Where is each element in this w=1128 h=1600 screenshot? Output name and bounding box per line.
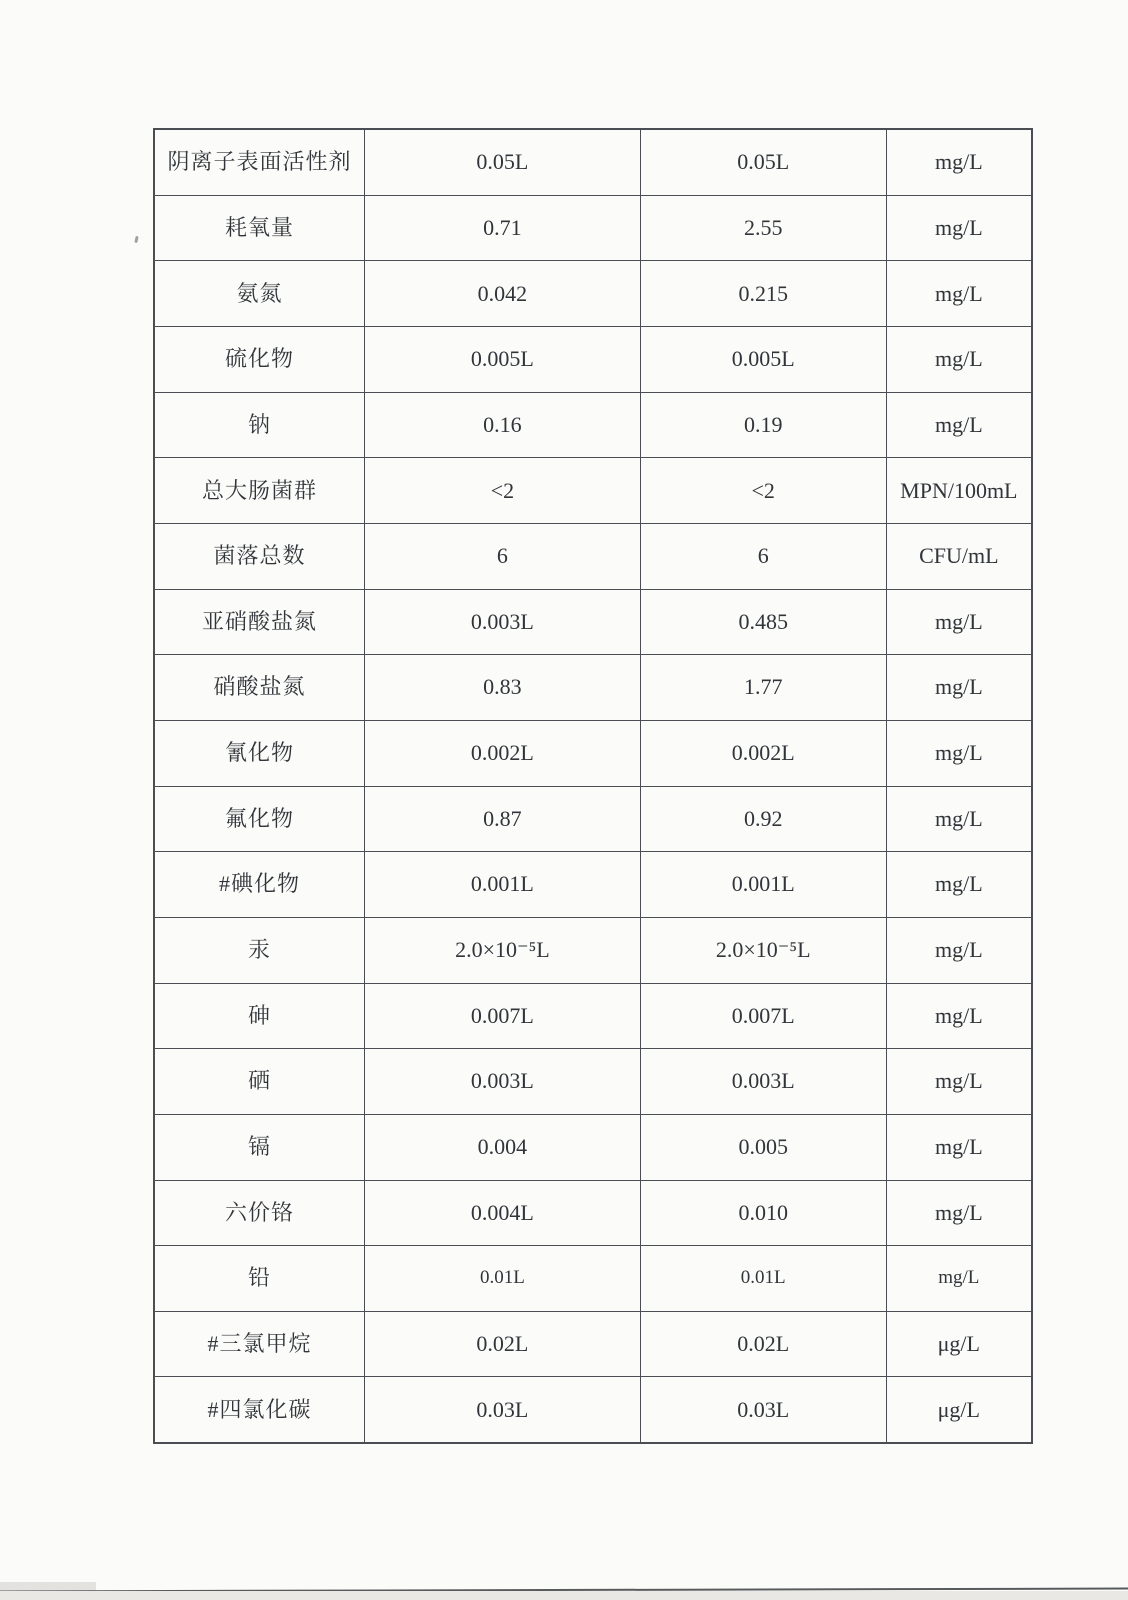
table-row (155, 917, 1031, 983)
scan-speck (134, 236, 138, 243)
unit-label: mg/L (886, 1115, 1031, 1180)
unit-label: μg/L (886, 1312, 1031, 1377)
unit-label: mg/L (886, 984, 1031, 1049)
table-row (155, 851, 1031, 917)
parameter-name: #碘化物 (219, 871, 301, 897)
sample1-value: <2 (364, 458, 640, 523)
table-row (155, 1180, 1031, 1246)
parameter-name: 砷 (248, 1002, 272, 1028)
sample2-value: 0.010 (640, 1181, 886, 1246)
parameter-name: 钠 (248, 411, 272, 437)
table-row (155, 130, 1031, 195)
parameter-name: 耗氧量 (225, 214, 295, 240)
table-row (155, 1376, 1031, 1442)
parameter-name: 氨氮 (236, 280, 283, 306)
sample1-value: 0.003L (364, 1049, 640, 1114)
sample2-value: 2.0×10⁻⁵L (640, 918, 886, 983)
sample2-value: 0.003L (640, 1049, 886, 1114)
parameter-name: 菌落总数 (213, 543, 306, 569)
sample2-value: 0.005L (640, 327, 886, 392)
table-row (155, 195, 1031, 261)
unit-label: mg/L (886, 918, 1031, 983)
table-row (155, 523, 1031, 589)
scan-edge-shadow (0, 1591, 1128, 1600)
parameter-name: 硒 (248, 1068, 272, 1094)
sample1-value: 0.003L (364, 590, 640, 655)
table-row (155, 260, 1031, 326)
parameter-name: 氰化物 (225, 740, 295, 766)
unit-label: mg/L (886, 655, 1031, 720)
table-row (155, 983, 1031, 1049)
unit-label: mg/L (886, 130, 1031, 195)
sample1-value: 0.87 (364, 787, 640, 852)
table-row (155, 654, 1031, 720)
unit-label: mg/L (886, 261, 1031, 326)
parameter-name: 汞 (248, 937, 272, 963)
parameter-name: 总大肠菌群 (202, 477, 318, 503)
sample2-value: 0.05L (640, 130, 886, 195)
sample1-value: 6 (364, 524, 640, 589)
unit-label: mg/L (886, 1246, 1031, 1311)
sample1-value: 0.05L (364, 130, 640, 195)
parameter-name: 铅 (248, 1265, 272, 1291)
parameter-name: 硫化物 (225, 346, 295, 372)
table-row (155, 457, 1031, 523)
sample2-value: 1.77 (640, 655, 886, 720)
unit-label: mg/L (886, 1181, 1031, 1246)
sample2-value: 0.215 (640, 261, 886, 326)
parameter-name: #三氯甲烷 (207, 1331, 312, 1357)
sample2-value: 0.03L (640, 1377, 886, 1442)
parameter-name: 硝酸盐氮 (213, 674, 306, 700)
sample1-value: 0.83 (364, 655, 640, 720)
sample1-value: 0.03L (364, 1377, 640, 1442)
unit-label: mg/L (886, 721, 1031, 786)
parameter-name: 氟化物 (225, 805, 295, 831)
unit-label: mg/L (886, 393, 1031, 458)
parameter-name: 亚硝酸盐氮 (202, 608, 318, 634)
sample2-value: 0.005 (640, 1115, 886, 1180)
sample1-value: 0.004L (364, 1181, 640, 1246)
unit-label: mg/L (886, 787, 1031, 852)
sample1-value: 0.007L (364, 984, 640, 1049)
sample1-value: 0.01L (364, 1246, 640, 1311)
sample1-value: 2.0×10⁻⁵L (364, 918, 640, 983)
table-row (155, 589, 1031, 655)
parameter-name: 六价铬 (225, 1199, 295, 1225)
water-quality-results-table (153, 128, 1033, 1444)
sample1-value: 0.02L (364, 1312, 640, 1377)
sample2-value: 0.007L (640, 984, 886, 1049)
parameter-name: 阴离子表面活性剂 (167, 149, 352, 175)
sample1-value: 0.001L (364, 852, 640, 917)
table-row (155, 1245, 1031, 1311)
table-row (155, 720, 1031, 786)
sample1-value: 0.042 (364, 261, 640, 326)
table-row (155, 1048, 1031, 1114)
unit-label: mg/L (886, 196, 1031, 261)
table-row (155, 326, 1031, 392)
sample2-value: 0.001L (640, 852, 886, 917)
unit-label: mg/L (886, 327, 1031, 392)
sample2-value: 0.002L (640, 721, 886, 786)
table-row (155, 392, 1031, 458)
sample2-value: 0.19 (640, 393, 886, 458)
sample2-value: 0.02L (640, 1312, 886, 1377)
unit-label: μg/L (886, 1377, 1031, 1442)
unit-label: mg/L (886, 1049, 1031, 1114)
table-row (155, 1311, 1031, 1377)
sample1-value: 0.002L (364, 721, 640, 786)
sample1-value: 0.71 (364, 196, 640, 261)
sample2-value: 2.55 (640, 196, 886, 261)
sample2-value: 0.92 (640, 787, 886, 852)
sample2-value: 6 (640, 524, 886, 589)
parameter-name: 镉 (248, 1134, 272, 1160)
sample2-value: 0.01L (640, 1246, 886, 1311)
unit-label: mg/L (886, 852, 1031, 917)
unit-label: mg/L (886, 590, 1031, 655)
unit-label: MPN/100mL (886, 458, 1031, 523)
table-row (155, 786, 1031, 852)
sample1-value: 0.005L (364, 327, 640, 392)
sample1-value: 0.004 (364, 1115, 640, 1180)
sample1-value: 0.16 (364, 393, 640, 458)
table-row (155, 1114, 1031, 1180)
sample2-value: 0.485 (640, 590, 886, 655)
sample2-value: <2 (640, 458, 886, 523)
parameter-name: #四氯化碳 (207, 1396, 312, 1422)
unit-label: CFU/mL (886, 524, 1031, 589)
